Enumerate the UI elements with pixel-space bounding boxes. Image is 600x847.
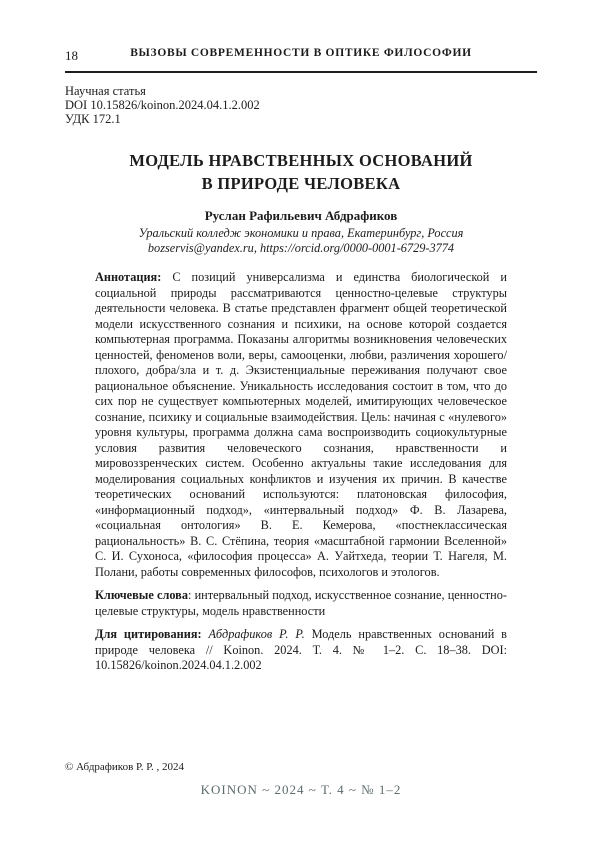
citation-text: Модель нравственных оснований в природе человека // Koinon. 2024. Т. 4. № 1–2. С. 18–38. DOI: 10.15826/koinon.2024.04.1.2.002 <box>95 627 507 672</box>
page-number: 18 <box>65 48 78 63</box>
keywords-label: Ключевые слова <box>95 588 188 602</box>
article-meta <box>65 85 260 126</box>
page-header <box>65 47 537 67</box>
abstract-label: Аннотация: <box>95 270 173 284</box>
article-type: Научная статья <box>65 84 146 98</box>
header-rule <box>65 71 537 73</box>
citation-label: Для цитирования: <box>95 627 209 641</box>
copyright-line: © Абдрафиков Р. Р. , 2024 <box>65 761 185 773</box>
article-title <box>65 149 537 195</box>
affiliation-line: Уральский колледж экономики и права, Екатеринбург, Россия <box>138 226 464 240</box>
article-title-line2: В ПРИРОДЕ ЧЕЛОВЕКА <box>201 174 401 193</box>
keywords-text: интервальный подход, искусственное сознание, ценностно-целевые структуры, модель нравственности <box>95 588 508 618</box>
citation-paragraph <box>95 627 507 674</box>
keywords-paragraph <box>95 588 507 619</box>
article-udc: УДК 172.1 <box>65 111 121 126</box>
front-matter-blocks <box>95 270 507 682</box>
author-affiliation-block <box>65 226 537 255</box>
running-title: ВЫЗОВЫ СОВРЕМЕННОСТИ В ОПТИКЕ ФИЛОСОФИИ <box>130 47 472 59</box>
article-doi: DOI 10.15826/koinon.2024.04.1.2.002 <box>65 97 260 112</box>
keywords-separator: : <box>187 588 195 602</box>
article-title-line1: МОДЕЛЬ НРАВСТВЕННЫХ ОСНОВАНИЙ <box>129 151 473 170</box>
abstract-paragraph <box>95 270 507 580</box>
journal-footer: KOINON ~ 2024 ~ Т. 4 ~ № 1–2 <box>200 782 402 797</box>
abstract-text: С позиций универсализма и единства биологической и социальной природы рассматриваются ценностно-целевые структуры деятельности человека. В статье представлен фрагмент общей теоретической модели искусственного сознания и психики, на основе которой создается компьютерная программа. Показаны алгоритмы возникновения человеческих ценностей, феноменов воли, веры, самооценки, любви, различения хорошего/плохого, добра/зла и т. д. Экзистенциальные переживания получают свое рациональное объяснение. Уникальность исследования состоит в том, что до сих пор не существует компьютерных моделей, имитирующих человеческое сознание, психику и социальные взаимодействия. Цель: начиная с «нулевого» уровня культуры, программа должна сама воспроизводить социокультурные условия развития человеческого сознания, нравственности и мировоззренческих систем. Особенно актуальны такие исследования для моделирования социальных конфликтов и изучения их причин. В качестве теоретических оснований используются: платоновская философия, «информационный подход», «интервальный подход» Ф. В. Лазарева, «социальная онтология» В. Е. Кемерова, «постнеклассическая рациональность» В. С. Стёпина, теория «масштабной гармонии Вселенной» С. И. Сухоноса, «философия процесса» А. Уайтхеда, теории Т. Нагеля, М. Полани, работы современных философов, психологов и этологов. <box>95 270 507 579</box>
citation-author: Абдрафиков Р. Р. <box>208 627 312 641</box>
author-name: Руслан Рафильевич Абдрафиков <box>204 208 398 223</box>
author-contacts: bozservis@yandex.ru, https://orcid.org/0000-0001-6729-3774 <box>147 240 455 255</box>
